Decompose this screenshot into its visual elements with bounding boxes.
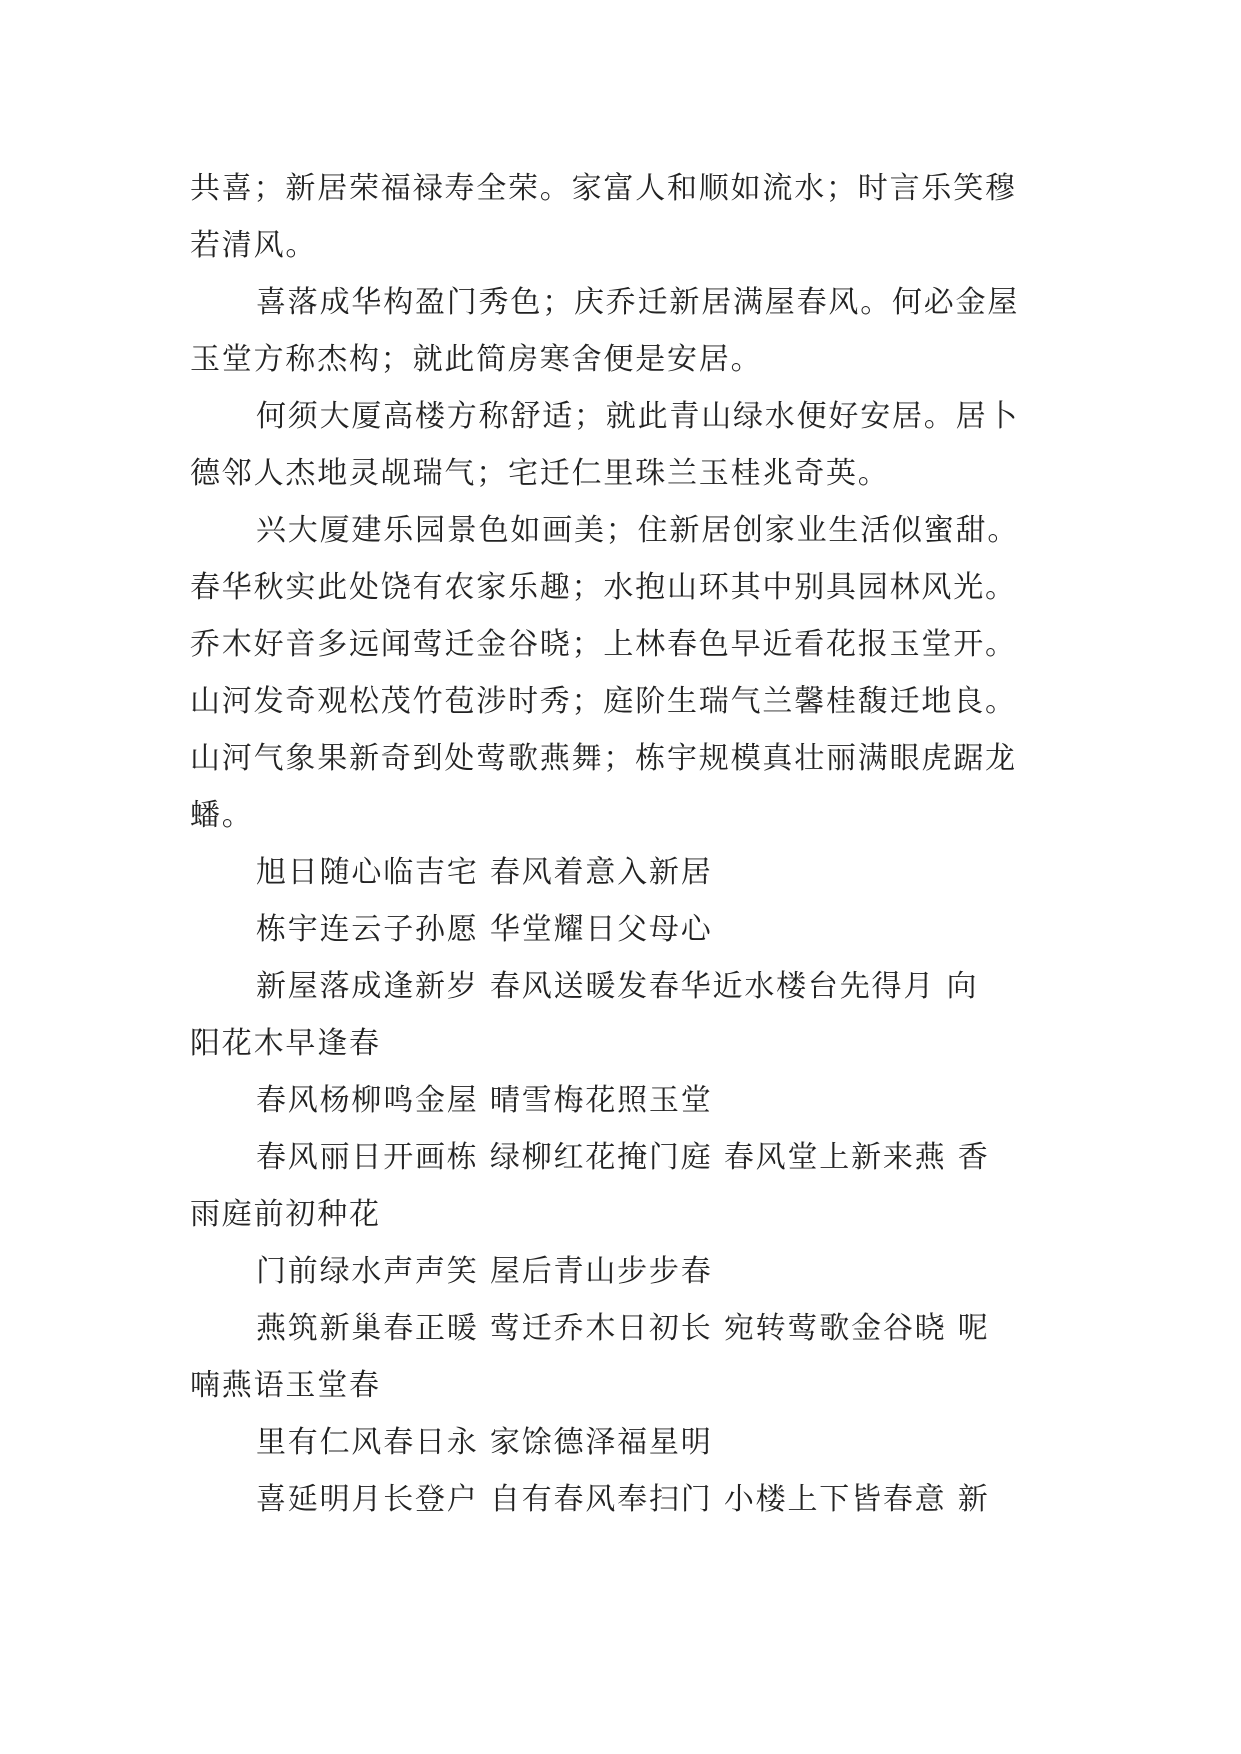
text-line: 里有仁风春日永 家馀德泽福星明 [256, 1425, 713, 1460]
text-line: 德邻人杰地灵觇瑞气；宅迁仁里珠兰玉桂兆奇英。 [190, 456, 890, 491]
text-line: 栋宇连云子孙愿 华堂耀日父母心 [256, 912, 713, 947]
text-line: 春风丽日开画栋 绿柳红花掩门庭 春风堂上新来燕 香 [256, 1140, 990, 1175]
text-line: 旭日随心临吉宅 春风着意入新居 [256, 855, 713, 890]
text-line: 乔木好音多远闻莺迁金谷晓；上林春色早近看花报玉堂开。 [190, 627, 1017, 662]
text-line: 山河气象果新奇到处莺歌燕舞；栋宇规模真壮丽满眼虎踞龙 [190, 741, 1017, 776]
text-line: 喃燕语玉堂春 [190, 1368, 381, 1403]
text-line: 门前绿水声声笑 屋后青山步步春 [256, 1254, 713, 1289]
document-body [190, 160, 1060, 1528]
text-line: 新屋落成逢新岁 春风送暖发春华近水楼台先得月 向 [256, 969, 979, 1004]
text-line: 兴大厦建乐园景色如画美；住新居创家业生活似蜜甜。 [256, 513, 1020, 548]
text-line: 春风杨柳鸣金屋 晴雪梅花照玉堂 [256, 1083, 713, 1118]
text-line: 喜延明月长登户 自有春风奉扫门 小楼上下皆春意 新 [256, 1482, 990, 1517]
text-line: 雨庭前初种花 [190, 1197, 381, 1232]
text-line: 共喜；新居荣福禄寿全荣。家富人和顺如流水；时言乐笑穆 [190, 171, 1017, 206]
text-line: 山河发奇观松茂竹苞涉时秀；庭阶生瑞气兰馨桂馥迁地良。 [190, 684, 1017, 719]
text-line: 蟠。 [190, 798, 254, 833]
text-line: 阳花木早逢春 [190, 1026, 381, 1061]
text-line: 喜落成华构盈门秀色；庆乔迁新居满屋春风。何必金屋 [256, 285, 1020, 320]
text-line: 燕筑新巢春正暖 莺迁乔木日初长 宛转莺歌金谷晓 呢 [256, 1311, 990, 1346]
text-line: 何须大厦高楼方称舒适；就此青山绿水便好安居。居卜 [256, 399, 1020, 434]
text-line: 玉堂方称杰构；就此简房寒舍便是安居。 [190, 342, 763, 377]
text-line: 若清风。 [190, 228, 318, 263]
text-line: 春华秋实此处饶有农家乐趣；水抱山环其中别具园林风光。 [190, 570, 1017, 605]
